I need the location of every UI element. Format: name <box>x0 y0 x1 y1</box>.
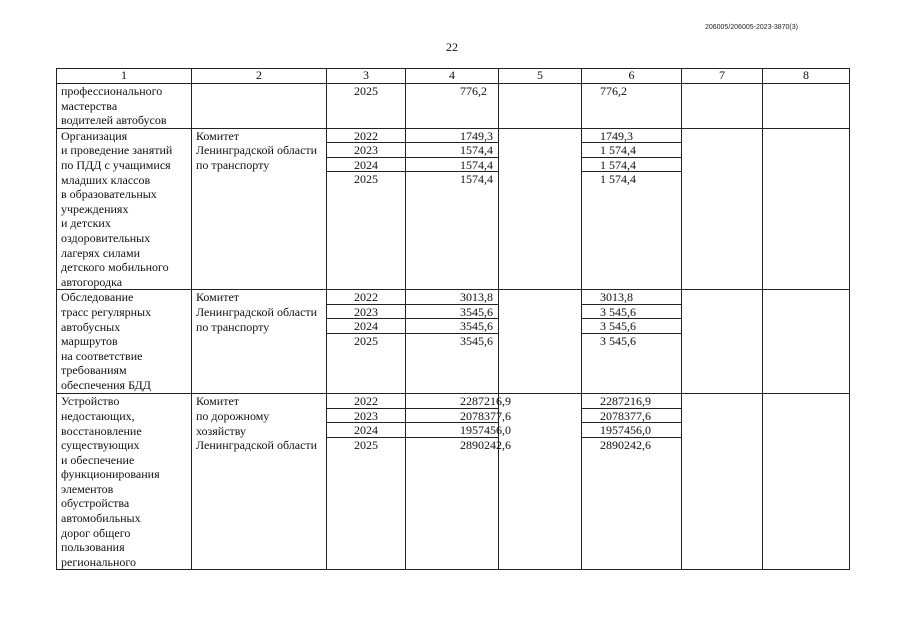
col4-value: 1957456,0 <box>406 423 498 438</box>
measure-name-line: и детских <box>61 216 111 231</box>
responsible-line: Комитет <box>196 394 240 409</box>
measure-name-line: Организация <box>61 128 128 143</box>
col4-cell <box>406 128 499 290</box>
measure-name-line: недостающих, <box>61 408 135 423</box>
measure-name-cell <box>57 290 192 394</box>
measure-name-line: обустройства <box>61 496 130 511</box>
header-col-4: 4 <box>406 69 499 84</box>
col4-value: 3545,6 <box>406 305 498 320</box>
col5-cell <box>499 290 582 394</box>
year-value: 2025 <box>354 437 378 452</box>
responsible-line: Комитет <box>196 128 240 143</box>
col6-value: 2287216,9 <box>582 394 681 409</box>
year-cell <box>327 128 406 290</box>
measure-name-line: автобусных <box>61 319 121 334</box>
responsible-cell <box>192 290 327 394</box>
responsible-line: Ленинградской области <box>196 438 318 453</box>
measure-name-cell <box>57 84 192 129</box>
col4-value: 1574,4 <box>406 143 498 158</box>
measure-name-line: профессионального <box>61 84 163 98</box>
measure-name-cell <box>57 128 192 290</box>
measure-name-line: младших классов <box>61 172 151 187</box>
measure-name-line: автомобильных <box>61 511 141 526</box>
measure-name-line: автогородка <box>61 274 123 289</box>
year-value: 2025 <box>354 333 378 348</box>
col6-value: 1 574,4 <box>582 158 681 173</box>
responsible-cell <box>192 394 327 570</box>
col6-value: 3 545,6 <box>582 319 681 334</box>
col4-cell <box>406 394 511 570</box>
measure-name-line: существующих <box>61 438 140 453</box>
measure-name-line: водителей автобусов <box>61 113 167 128</box>
year-value: 2022 <box>327 290 405 305</box>
col4-value: 2890242,6 <box>460 437 511 452</box>
col8-cell <box>763 84 850 129</box>
year-value: 2024 <box>327 158 405 173</box>
measure-name-line: регионального <box>61 554 137 569</box>
col6-value: 1 574,4 <box>600 172 636 187</box>
col6-cell <box>582 290 682 394</box>
measure-name-line: дорог общего <box>61 525 131 540</box>
measure-name-line: маршрутов <box>61 334 118 349</box>
measure-name-line: требованиям <box>61 363 127 378</box>
col6-value: 2078377,6 <box>582 409 681 424</box>
col6-cell <box>582 128 682 290</box>
header-row <box>57 69 850 84</box>
col4-cell <box>406 290 499 394</box>
year-value: 2023 <box>327 143 405 158</box>
col7-cell <box>682 128 763 290</box>
measure-name-line: учреждениях <box>61 201 129 216</box>
year-value: 2025 <box>354 84 378 98</box>
col5-cell <box>499 128 582 290</box>
responsible-cell <box>192 128 327 290</box>
year-cell <box>327 84 406 129</box>
measure-name-line: лагерях силами <box>61 245 141 260</box>
col4-value: 3545,6 <box>460 333 493 348</box>
col6-value: 1957456,0 <box>582 423 681 438</box>
page-number: 22 <box>446 40 458 54</box>
document-id: 206005/206005-2023-3870(3) <box>704 24 798 31</box>
year-value: 2024 <box>327 423 405 438</box>
col6-cell <box>582 394 682 570</box>
year-value: 2022 <box>327 129 405 144</box>
measure-name-line: мастерства <box>61 98 118 113</box>
col8-cell <box>763 394 850 570</box>
measure-name-line: трасс регулярных <box>61 304 152 319</box>
measure-name-line: оздоровительных <box>61 230 151 245</box>
year-value: 2024 <box>327 319 405 334</box>
responsible-line: по транспорту <box>196 157 270 172</box>
col6-value: 3 545,6 <box>600 333 636 348</box>
col5-cell <box>499 84 582 129</box>
col4-value: 1749,3 <box>406 129 498 144</box>
header-col-2: 2 <box>192 69 327 84</box>
col6-value: 3 545,6 <box>582 305 681 320</box>
col4-value: 3013,8 <box>406 290 498 305</box>
table-row <box>57 84 850 129</box>
measure-name-line: Обследование <box>61 290 134 305</box>
header-col-8: 8 <box>763 69 850 84</box>
col8-cell <box>763 290 850 394</box>
col6-value: 2890242,6 <box>600 437 651 452</box>
header-col-7: 7 <box>682 69 763 84</box>
year-value: 2025 <box>354 172 378 187</box>
measure-name-line: функционирования <box>61 467 160 482</box>
col4-value: 776,2 <box>460 84 487 98</box>
col6-value: 1749,3 <box>582 129 681 144</box>
measure-name-line: элементов <box>61 481 114 496</box>
col7-cell <box>682 394 763 570</box>
year-value: 2023 <box>327 409 405 424</box>
col8-cell <box>763 128 850 290</box>
col7-cell <box>682 290 763 394</box>
program-table <box>56 68 850 570</box>
responsible-line: по дорожному <box>196 408 270 423</box>
measure-name-line: детского мобильного <box>61 260 169 275</box>
measure-name-line: Устройство <box>61 394 120 409</box>
table-row <box>57 128 850 290</box>
year-cell <box>327 394 406 570</box>
measure-name-cell <box>57 394 192 570</box>
measure-name-line: восстановление <box>61 423 142 438</box>
measure-name-line: и обеспечение <box>61 452 135 467</box>
col6-value: 3013,8 <box>582 290 681 305</box>
header-col-1: 1 <box>57 69 192 84</box>
col7-cell <box>682 84 763 129</box>
responsible-line: Ленинградской области <box>196 304 318 319</box>
col4-value: 2078377,6 <box>406 409 498 424</box>
col4-value: 3545,6 <box>406 319 498 334</box>
measure-name-line: обеспечения БДД <box>61 377 151 392</box>
col4-value: 1574,4 <box>406 158 498 173</box>
responsible-line: по транспорту <box>196 319 270 334</box>
col6-cell <box>582 84 682 129</box>
col6-value: 1 574,4 <box>582 143 681 158</box>
year-value: 2023 <box>327 305 405 320</box>
col4-value: 1574,4 <box>460 172 493 187</box>
responsible-line: Ленинградской области <box>196 143 318 158</box>
measure-name-line: по ПДД с учащимися <box>61 157 171 172</box>
measure-name-line: на соответствие <box>61 348 143 363</box>
header-col-3: 3 <box>327 69 406 84</box>
year-cell <box>327 290 406 394</box>
measure-name-line: в образовательных <box>61 187 157 202</box>
col4-value: 2287216,9 <box>406 394 498 409</box>
table-row <box>57 290 850 394</box>
col4-cell <box>406 84 499 129</box>
responsible-line: хозяйству <box>196 423 247 438</box>
table-row <box>57 394 850 570</box>
measure-name-line: пользования <box>61 540 125 555</box>
measure-name-line: и проведение занятий <box>61 143 173 158</box>
header-col-5: 5 <box>499 69 582 84</box>
header-col-6: 6 <box>582 69 682 84</box>
responsible-cell <box>192 84 327 129</box>
col6-value: 776,2 <box>600 84 627 98</box>
responsible-line: Комитет <box>196 290 240 305</box>
year-value: 2022 <box>327 394 405 409</box>
